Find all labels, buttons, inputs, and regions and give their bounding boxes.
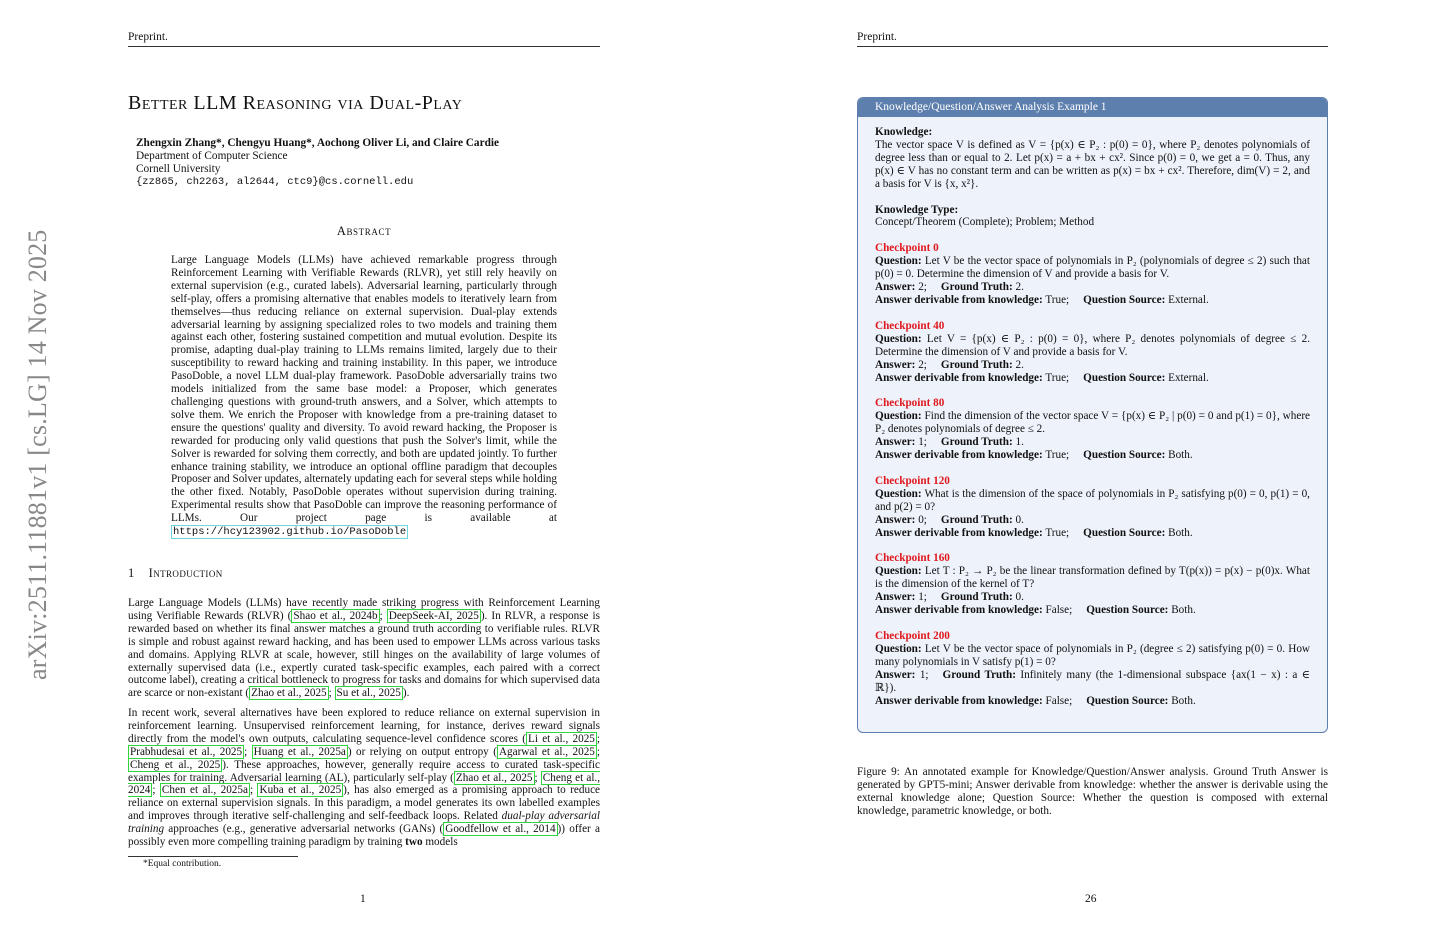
citation-year: 2025	[456, 609, 479, 622]
citation-link[interactable]: Li et al., 2025	[527, 732, 595, 745]
checkpoint-derivable-line	[875, 449, 1310, 462]
intro-italic-text: dual-play adversarial training	[128, 810, 600, 836]
citation-year: 2025	[318, 784, 342, 797]
citation-year: 2025a	[220, 784, 248, 797]
derivable-label: Answer derivable from knowledge:	[875, 604, 1043, 617]
abstract-heading	[0, 224, 728, 239]
citation-year: 2025	[572, 732, 595, 745]
abstract-heading-text: Abstract	[336, 224, 392, 238]
arxiv-stamp-text: arXiv:2511.11881v1 [cs.LG] 14 Nov 2025	[23, 229, 52, 680]
checkpoint-answer-line	[875, 669, 1310, 695]
citation-text: Zhao et al.	[455, 771, 505, 784]
section-title: Introduction	[148, 566, 223, 580]
checkpoint-section	[875, 630, 1310, 707]
checkpoint-title: Checkpoint 120	[875, 474, 950, 487]
checkpoint-derivable-line	[875, 294, 1310, 307]
checkpoint-title: Checkpoint 200	[875, 630, 950, 642]
question-label: Question:	[875, 255, 922, 268]
ground-truth-value: 2.	[1015, 281, 1024, 294]
intro-text: Large Language Models (LLMs) have recently made striking progress with Reinforcement Learning using Verifiable Rewards (RLVR) (	[128, 597, 600, 622]
checkpoint-title: Checkpoint 160	[875, 552, 950, 565]
derivable-value: False;	[1045, 604, 1073, 617]
answer-value: 2;	[918, 358, 927, 371]
checkpoint-section	[875, 552, 1310, 617]
citation-text: Li et al.	[527, 732, 566, 745]
figure-caption: Figure 9: An annotated example for Knowledge/Question/Answer analysis. Ground Truth Answer is generated by GPT5-mini; Answer derivable from knowledge: whether the answer is derivable using the external knowledge alone; Question Source: Whether the question is composed with external knowledge, parametric knowledge, or both.	[857, 766, 1328, 817]
footnote: *Equal contribution.	[143, 859, 222, 869]
example-box-title: Knowledge/Question/Answer Analysis Example 1	[858, 98, 1327, 117]
paper-title	[128, 92, 462, 115]
citation-link[interactable]: Prabhudesai et al., 2025	[130, 745, 243, 758]
checkpoint-question	[875, 643, 1310, 669]
question-text: Let V = {p(x) ∈ P₂ : p(0) = 0}, where P₂ denotes polynomials of degree ≤ 2. Determine the dimension of V and provide a basis for V.	[875, 332, 1310, 358]
question-label: Question:	[875, 642, 922, 655]
citation-link[interactable]: Huang et al., 2025a	[253, 745, 346, 758]
citation-year: 2014	[533, 823, 556, 836]
page-number: 1	[360, 893, 366, 905]
source-value: Both.	[1168, 526, 1193, 539]
citation-link[interactable]: Shao et al., 2024b	[293, 609, 378, 622]
intro-text: ). These approaches, however, generally require access to curated task-specific examples for training. Adversarial learning (AL), particularly self-play (	[128, 758, 601, 784]
derivable-value: True;	[1045, 449, 1070, 462]
source-value: External.	[1168, 371, 1209, 384]
source-value: Both.	[1171, 694, 1196, 707]
checkpoint-derivable-line	[875, 527, 1310, 540]
checkpoint-derivable-line	[875, 372, 1310, 385]
affiliation-department: Department of Computer Science	[136, 150, 288, 162]
citation-year: 2025	[378, 687, 401, 700]
checkpoint-derivable-line	[875, 604, 1310, 617]
checkpoint-answer-line	[875, 359, 1310, 372]
source-label: Question Source:	[1086, 604, 1169, 617]
ground-truth-value: 0.	[1015, 591, 1024, 604]
checkpoint-question	[875, 565, 1310, 591]
checkpoint-answer-line	[875, 514, 1310, 527]
author-emails: {zz865, ch2263, al2644, ctc9}@cs.cornell.edu	[136, 176, 414, 188]
question-label: Question:	[875, 487, 922, 500]
question-label: Question:	[875, 332, 922, 345]
answer-value: 2;	[918, 281, 927, 294]
citation-link[interactable]: Su et al., 2025	[336, 687, 401, 700]
intro-text: ).	[402, 687, 410, 700]
derivable-value: False;	[1045, 694, 1073, 707]
citation-year: 2025	[197, 758, 221, 771]
intro-text: In recent work, several alternatives have been explored to reduce reliance on external supervision in reinforcement learning. Unsupervised reinforcement learning, for instance, derives reward signals directly from the model's own outputs, calculating sequence-level confidence scores (	[128, 707, 600, 745]
checkpoint-answer-line	[875, 281, 1310, 294]
ground-truth-label: Ground Truth:	[940, 358, 1013, 371]
derivable-label: Answer derivable from knowledge:	[875, 293, 1043, 306]
checkpoint-question	[875, 410, 1310, 436]
section-heading	[128, 566, 223, 581]
question-label: Question:	[875, 410, 922, 423]
author-block	[136, 137, 499, 189]
page-number: 26	[1085, 893, 1097, 905]
author-names: Zhengxin Zhang*, Chengyu Huang*, Aochong Oliver Li, and Claire Cardie	[136, 137, 500, 149]
example-box	[857, 97, 1328, 733]
question-text: Find the dimension of the vector space V = {p(x) ∈ P₂ | p(0) = 0 and p(1) = 0}, where P₂ denotes polynomials of degree ≤ 2.	[875, 410, 1311, 436]
answer-label: Answer:	[875, 436, 916, 449]
citation-text: Agarwal et al.	[498, 745, 566, 758]
question-text: What is the dimension of the space of polynomials in P₂ satisfying p(0) = 0, p(1) = 0, and p(2) = 0?	[875, 487, 1310, 513]
project-link[interactable]: https://hcy123902.github.io/PasoDoble	[173, 526, 407, 539]
example-box-body	[875, 126, 1310, 720]
question-text: Let V be the vector space of polynomials in P₂ (degree ≤ 2) satisfying p(0) = 0. How many polynomials in V satisfy p(1) = 0?	[875, 642, 1311, 668]
citation-link[interactable]: Cheng et al., 2024	[128, 771, 601, 797]
header-rule	[857, 46, 1328, 47]
checkpoint-section	[875, 397, 1310, 462]
citation-year: 2025	[219, 745, 243, 758]
source-label: Question Source:	[1083, 526, 1166, 539]
question-text: Let T : P₂ → P₂ be the linear transformation defined by T(p(x)) = p(x) − p(0)x. What is the dimension of the kernel of T?	[875, 565, 1311, 591]
knowledge-section	[875, 126, 1310, 191]
citation-link[interactable]: Zhao et al., 2025	[251, 687, 327, 700]
answer-label: Answer:	[875, 281, 916, 294]
citation-link[interactable]: Goodfellow et al., 2014	[445, 823, 556, 836]
ground-truth-label: Ground Truth:	[940, 281, 1013, 294]
citation-link[interactable]: Zhao et al., 2025	[455, 771, 533, 784]
ground-truth-label: Ground Truth:	[940, 436, 1013, 449]
citation-text: Su et al.	[336, 687, 373, 700]
intro-bold-text: two	[405, 836, 423, 849]
checkpoint-title: Checkpoint 40	[875, 319, 945, 332]
checkpoint-question	[875, 333, 1310, 359]
knowledge-type-section	[875, 204, 1310, 230]
header-rule	[128, 46, 600, 47]
checkpoint-answer-line	[875, 436, 1310, 449]
citation-link[interactable]: DeepSeek-AI, 2025	[388, 609, 479, 622]
intro-text: ). In RLVR, a response is rewarded based on whether its final answer matches a ground truth according to verifiable rules. RLVR is simple and robust against reward hacking, and has been used to empower LLMs across various tasks and domains. Applying RLVR at scale, however, still hinges on the availability of large volumes of externally supervised data (i.e., expertly curated task-specific examples, each paired with a correct outcome label), creating a critical bottleneck to progress for tasks and domains for which supervised data are scarce or non-existant (	[128, 609, 600, 700]
citation-link[interactable]: Chen et al., 2025a	[161, 784, 248, 797]
citation-year: 2025	[510, 771, 533, 784]
arxiv-stamp	[20, 229, 52, 680]
running-head: Preprint.	[857, 31, 897, 43]
question-text: Let V be the vector space of polynomials in P₂ (polynomials of degree ≤ 2) such that p(0) = 0. Determine the dimension of V and provide a basis for V.	[875, 255, 1310, 281]
checkpoint-answer-line	[875, 591, 1310, 604]
citation-text: Kuba et al.	[259, 784, 312, 797]
source-value: External.	[1168, 293, 1209, 306]
citation-text: Cheng et al.	[130, 758, 190, 771]
answer-value: 0;	[918, 513, 927, 526]
ground-truth-label: Ground Truth:	[940, 591, 1013, 604]
ground-truth-label: Ground Truth:	[942, 668, 1016, 681]
checkpoint-question	[875, 255, 1310, 281]
answer-label: Answer:	[875, 358, 916, 371]
citation-text: Chen et al.	[161, 784, 214, 797]
citation-year: 2025	[572, 745, 595, 758]
citation-text: Cheng et al.	[542, 771, 598, 784]
derivable-value: True;	[1045, 526, 1070, 539]
citation-text: Huang et al.	[253, 745, 312, 758]
ground-truth-label: Ground Truth:	[940, 513, 1013, 526]
citation-text: Zhao et al.	[251, 687, 299, 700]
right-page	[728, 0, 1456, 942]
source-label: Question Source:	[1083, 371, 1166, 384]
source-label: Question Source:	[1083, 293, 1166, 306]
derivable-label: Answer derivable from knowledge:	[875, 371, 1043, 384]
checkpoint-section	[875, 242, 1310, 307]
answer-label: Answer:	[875, 513, 916, 526]
intro-text: )) offer a possibly even more compelling training paradigm by training	[128, 823, 600, 849]
running-head: Preprint.	[128, 31, 168, 43]
intro-paragraph-1: Large Language Models (LLMs) have recently made striking progress with Reinforcement Learning using Verifiable Rewards (RLVR) ( Shao et al., 2024b ; DeepSeek-AI, 2025 ). In RLVR, a response is rewarded based on whether its final answer matches a ground truth according to verifiable rules. RLVR is simple and robust against reward hacking, and has been used to empower LLMs across various tasks and domains. Applying RLVR at scale, however, still hinges on the availability of large volumes of externally supervised data (i.e., expertly curated task-specific examples, each paired with a correct outcome label), creating a critical bottleneck to progress for tasks and domains for which supervised data are scarce or non-existant ( Zhao et al., 2025 ; Su et al., 2025 ).	[128, 597, 600, 700]
citation-text: DeepSeek-AI	[388, 609, 450, 622]
source-value: Both.	[1171, 604, 1196, 617]
source-label: Question Source:	[1083, 449, 1166, 462]
ground-truth-value: Infinitely many (the 1-dimensional subspace {ax(1 − x) : a ∈ ℝ}).	[875, 668, 1311, 694]
answer-value: 1;	[918, 436, 927, 449]
derivable-value: True;	[1045, 371, 1070, 384]
checkpoint-title: Checkpoint 0	[875, 242, 939, 255]
checkpoint-derivable-line	[875, 695, 1310, 708]
intro-text: ), has also emerged as a promising approach to reduce reliance on external supervision signals. In this paradigm, a model generates its own labelled examples and improves through iterative self-challenging and self-feedback loops. Related	[128, 784, 601, 823]
checkpoint-section	[875, 475, 1310, 540]
footnote-rule	[128, 856, 298, 857]
citation-text: Goodfellow et al.	[445, 823, 527, 836]
checkpoint-title: Checkpoint 80	[875, 397, 945, 410]
intro-paragraph-2: In recent work, several alternatives have been explored to reduce reliance on external supervision in reinforcement learning. Unsupervised reinforcement learning, for instance, derives reward signals directly from the model's own outputs, calculating sequence-level confidence scores ( Li et al., 2025 ; Prabhudesai et al., 2025 ; Huang et al., 2025a ) or relying on output entropy ( Agarwal et al., 2025 ; Cheng et al., 2025 ). These approaches, however, generally require access to curated task-specific examples for training. Adversarial learning (AL), particularly self-play ( Zhao et al., 2025 ; Cheng et al., 2024 ; Chen et al., 2025a ; Kuba et al., 2025 ), has also emerged as a promising approach to reduce reliance on external supervision signals. In this paradigm, a model generates its own labelled examples and improves through iterative self-challenging and self-feedback loops. Related dual-play adversarial training approaches (e.g., generative adversarial networks (GANs) ( Goodfellow et al., 2014 )) offer a possibly even more compelling training paradigm by training two models	[128, 707, 601, 849]
source-label: Question Source:	[1086, 694, 1169, 707]
derivable-label: Answer derivable from knowledge:	[875, 526, 1043, 539]
citation-year: 2025	[304, 687, 327, 700]
citation-text: Prabhudesai et al.	[130, 745, 213, 758]
checkpoint-section	[875, 320, 1310, 385]
source-value: Both.	[1168, 449, 1193, 462]
section-number: 1	[128, 566, 135, 580]
intro-text: approaches (e.g., generative adversarial networks (GANs) (	[164, 823, 444, 836]
derivable-label: Answer derivable from knowledge:	[875, 449, 1043, 462]
citation-link[interactable]: Kuba et al., 2025	[259, 784, 342, 797]
citation-year: 2024b	[349, 609, 378, 622]
paper-title-text: Better LLM Reasoning via Dual-Play	[128, 92, 463, 114]
citation-year: 2024	[128, 784, 151, 797]
knowledge-type-label: Knowledge Type:	[875, 203, 959, 216]
answer-value: 1;	[918, 591, 927, 604]
ground-truth-value: 1.	[1015, 436, 1024, 449]
knowledge-text: The vector space V is defined as V = {p(x) ∈ P₂ : p(0) = 0}, where P₂ denotes polynomials of degree less than or equal to 2. Let p(x) = a + bx + cx². Since p(0) = 0, we get a = 0. Thus, any p(x) ∈ V has no constant term and can be written as p(x) = bx + cx². Therefore, dim(V) = 2, and a basis for V is {x, x²}.	[875, 138, 1310, 190]
knowledge-label: Knowledge:	[875, 126, 933, 138]
derivable-value: True;	[1045, 293, 1070, 306]
checkpoint-question	[875, 488, 1310, 514]
answer-label: Answer:	[875, 668, 916, 681]
intro-text: models	[422, 836, 458, 849]
intro-text: ) or relying on output entropy (	[347, 745, 497, 758]
citation-link[interactable]: Cheng et al., 2025	[130, 758, 221, 771]
citation-text: Shao et al.	[293, 609, 343, 622]
checkpoint-list	[875, 242, 1310, 707]
question-label: Question:	[875, 565, 922, 578]
abstract-body	[171, 254, 557, 539]
ground-truth-value: 2.	[1015, 358, 1024, 371]
answer-label: Answer:	[875, 591, 916, 604]
abstract-text: Large Language Models (LLMs) have achieved remarkable progress through Reinforcement Learning with Verifiable Rewards (RLVR), yet still rely heavily on external supervision (e.g., curated labels). Adversarial learning, particularly through self-play, offers a promising alternative that enables models to iteratively learn from themselves—thus reducing reliance on external supervision. Dual-play extends adversarial learning by assigning specialized roles to two models and training them against each other, fostering sustained competition and mutual evolution. Despite its promise, adapting dual-play training to LLMs remains limited, largely due to their susceptibility to reward hacking and training instability. In this paper, we introduce PasoDoble, a novel LLM dual-play framework. PasoDoble adversarially trains two models initialized from the same base model: a Proposer, which generates challenging questions with ground-truth answers, and a Solver, which attempts to solve them. We enrich the Proposer with knowledge from a pre-training dataset to ensure the questions' quality and diversity. To avoid reward hacking, the Proposer is rewarded for producing only valid questions that push the Solver's limit, while the Solver is rewarded for solving them correctly, and both are updated jointly. To further enhance training stability, we introduce an optional offline paradigm that decouples Proposer and Solver updates, alternately updating each for several steps while holding the other fixed. Notably, PasoDoble operates without supervision during training. Experimental results show that PasoDoble can improve the reasoning performance of LLMs. Our project page is available at	[171, 254, 557, 525]
citation-year: 2025a	[318, 745, 346, 758]
citation-link[interactable]: Agarwal et al., 2025	[498, 745, 595, 758]
answer-value: 1;	[919, 668, 929, 681]
knowledge-type-value: Concept/Theorem (Complete); Problem; Method	[875, 216, 1095, 229]
ground-truth-value: 0.	[1015, 513, 1024, 526]
affiliation-university: Cornell University	[136, 163, 221, 175]
derivable-label: Answer derivable from knowledge:	[875, 694, 1043, 707]
